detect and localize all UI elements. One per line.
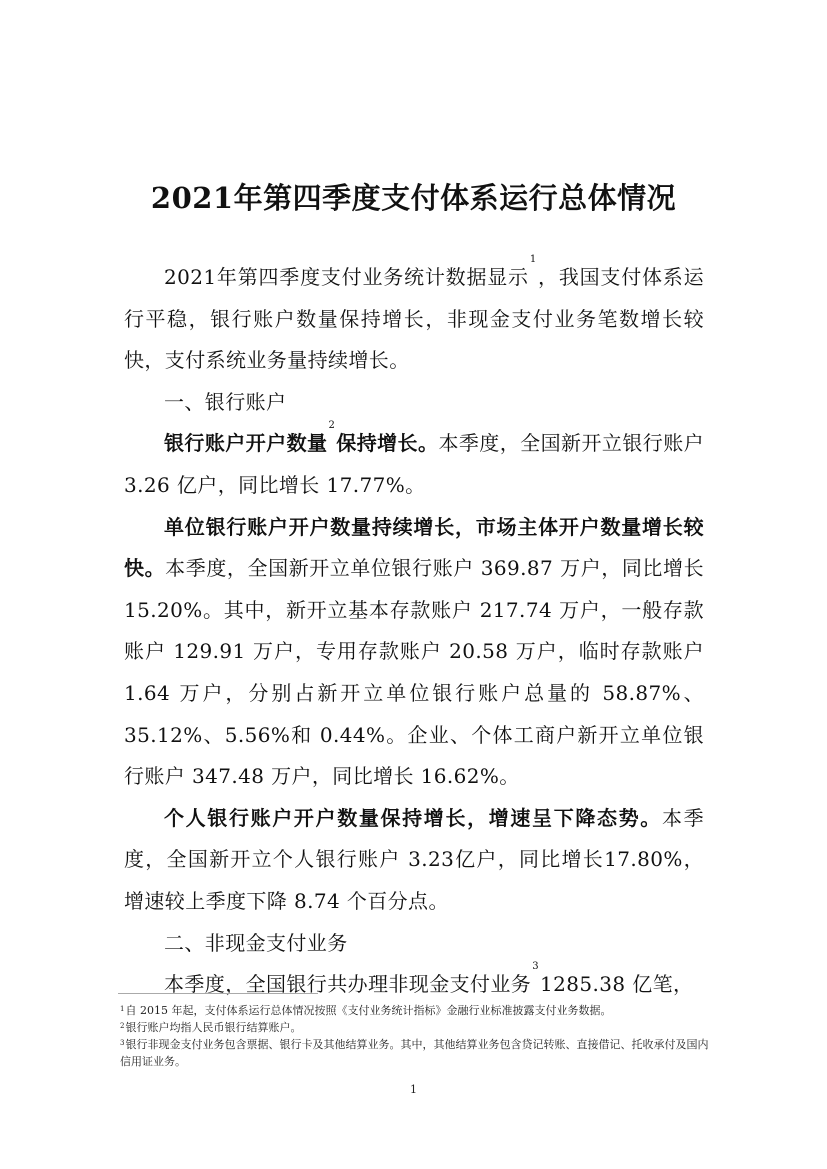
- bold-lead: 银行账户开户数量: [164, 431, 328, 456]
- footnote-2: [120, 1019, 710, 1036]
- footnote-divider: [118, 993, 318, 994]
- paragraph-text: 本季度，全国新开立个人银行账户 3.23亿户，同比增长17.80%，增速较上季度下降 8.74 个百分点。: [124, 805, 704, 913]
- paragraph-personal-accounts: [124, 798, 704, 923]
- paragraph-bank-accounts: [124, 420, 705, 506]
- intro-text: 2021年第四季度支付业务统计数据显示: [164, 265, 529, 289]
- footnotes: [120, 1002, 710, 1070]
- paragraph-noncash: [124, 961, 704, 1006]
- paragraph-text-cont: 1285.38 亿笔，: [539, 972, 694, 997]
- footnote-number: 2: [120, 1022, 125, 1030]
- paragraph-unit-accounts: [124, 507, 704, 798]
- bold-lead: 单位银行账户开户数量持续增长，市场主体开户数量增长较快。: [124, 514, 704, 581]
- intro-text-cont: ，我国支付体系运行平稳，银行账户数量保持增长，非现金支付业务笔数增长较快，支付系统业务量持续增长。: [124, 265, 705, 373]
- paragraph-text: 本季度，全国新开立银行账户 3.26 亿户，同比增长 17.77%。: [124, 431, 705, 497]
- paragraph-text: 本季度，全国新开立单位银行账户 369.87 万户，同比增长 15.20%。其中，新开立基本存款账户 217.74 万户，一般存款账户 129.91 万户，专用存款账户 20.58 万户，临时存款账户 1.64 万户，分别占新开立单位银行账户总量的 58.87%、35.12%、5.56%和 0.44%。企业、个体工商户新开立单位银行账户 347.48 万户，同比增长 16.62%。: [124, 556, 704, 789]
- bold-lead-cont: 保持增长。: [336, 431, 439, 456]
- footnote-ref-1[interactable]: 1: [529, 254, 537, 265]
- footnote-ref-3[interactable]: 3: [532, 961, 539, 973]
- footnote-1: [120, 1002, 710, 1019]
- section-heading-noncash-payments: 二、非现金支付业务: [164, 930, 348, 955]
- page-number: 1: [410, 1083, 417, 1096]
- section-heading-bank-accounts: 一、银行账户: [164, 389, 287, 414]
- footnote-number: 3: [120, 1039, 125, 1047]
- intro-paragraph: [124, 254, 705, 382]
- footnote-text: 自 2015 年起，支付体系运行总体情况按照《支付业务统计指标》金融行业标准披露支付业务数据。: [125, 1004, 612, 1017]
- footnote-number: 1: [120, 1005, 125, 1013]
- footnote-3: [120, 1036, 710, 1070]
- bold-lead: 个人银行账户开户数量保持增长，增速呈下降态势。: [164, 805, 662, 830]
- footnote-text: 银行非现金支付业务包含票据、银行卡及其他结算业务。其中，其他结算业务包含贷记转账、直接借记、托收承付及国内信用证业务。: [120, 1038, 709, 1068]
- page-title: 2021年第四季度支付体系运行总体情况: [150, 181, 677, 215]
- footnote-text: 银行账户均指人民币银行结算账户。: [125, 1021, 302, 1034]
- document-body: [124, 254, 705, 1006]
- paragraph-text: 本季度，全国银行共办理非现金支付业务: [164, 972, 532, 997]
- footnote-ref-2[interactable]: 2: [328, 420, 336, 432]
